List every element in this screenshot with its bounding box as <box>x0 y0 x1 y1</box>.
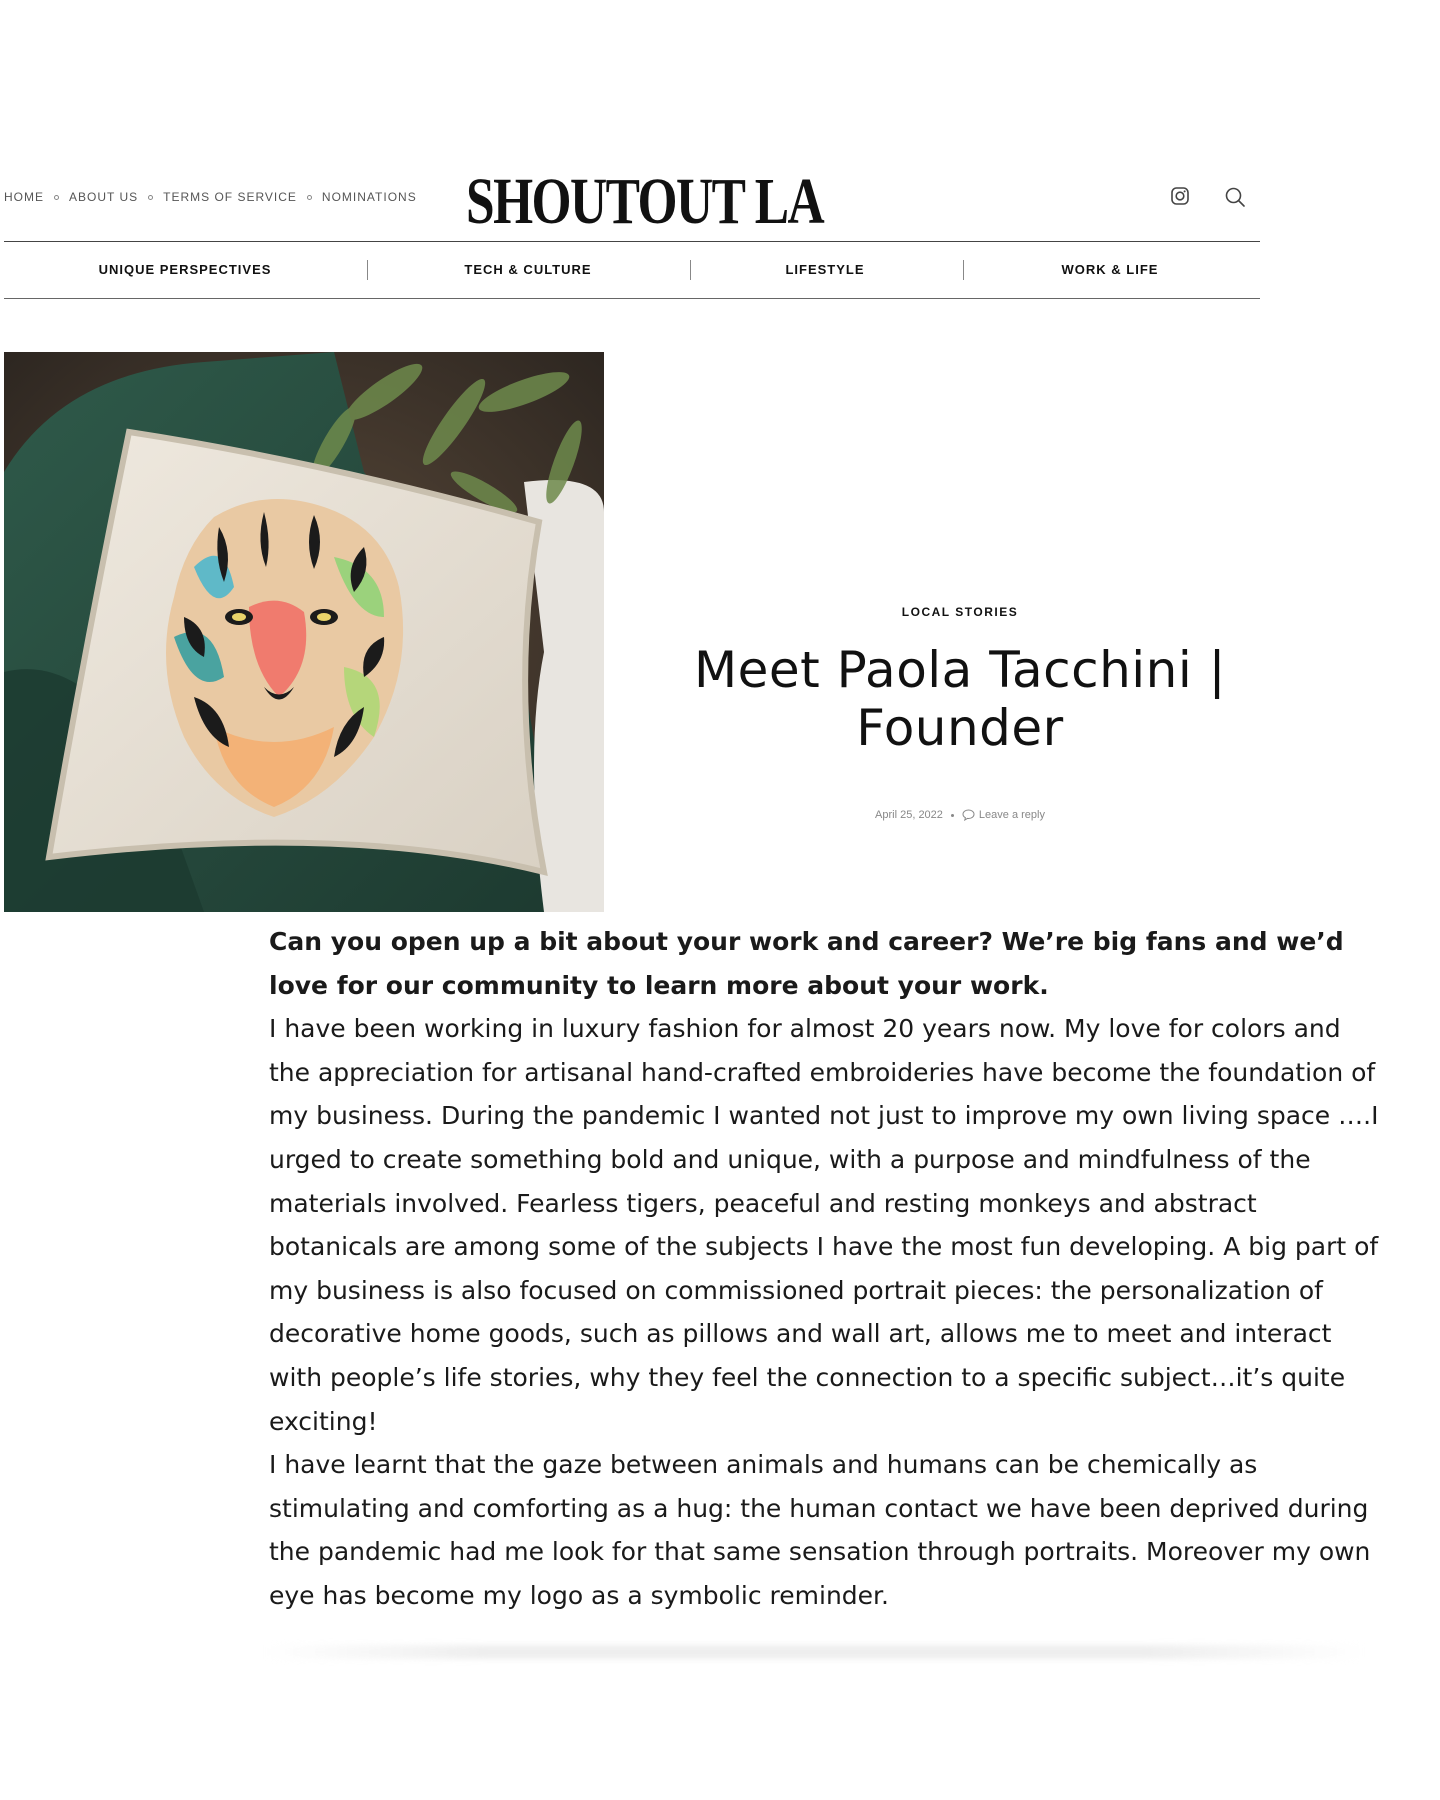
article-body <box>269 920 1379 1618</box>
site-logo[interactable]: SHOUTOUT LA <box>466 165 824 238</box>
post-date[interactable]: April 25, 2022 <box>875 809 943 821</box>
nav-link-nominations[interactable]: NOMINATIONS <box>321 190 417 204</box>
comment-icon <box>962 809 975 821</box>
nav-separator <box>148 195 153 200</box>
article-header <box>640 605 1280 821</box>
category-divider <box>690 260 691 280</box>
hero-image <box>4 352 604 912</box>
blurred-text-fade <box>265 1645 1365 1659</box>
instagram-icon[interactable] <box>1170 186 1190 206</box>
article-category[interactable]: LOCAL STORIES <box>901 605 1019 619</box>
category-tech-culture[interactable]: TECH & CULTURE <box>464 262 592 277</box>
search-icon[interactable] <box>1224 186 1246 208</box>
nav-link-about[interactable]: ABOUT US <box>69 190 139 204</box>
nav-link-terms[interactable]: TERMS OF SERVICE <box>163 190 297 204</box>
post-meta <box>640 809 1280 821</box>
top-nav <box>4 190 417 204</box>
meta-separator <box>951 814 954 817</box>
header-icons <box>1170 186 1246 208</box>
leave-reply-label: Leave a reply <box>978 809 1045 821</box>
category-work-life[interactable]: WORK & LIFE <box>1061 262 1159 277</box>
category-nav <box>4 241 1260 299</box>
interview-question: Can you open up a bit about your work and career? We’re big fans and we’d love for our community to learn more about your work. <box>269 927 1344 1000</box>
nav-separator <box>54 195 59 200</box>
tiger-cushion-illustration <box>4 352 604 912</box>
category-divider <box>963 260 964 280</box>
interview-answer-paragraph-1: I have been working in luxury fashion for almost 20 years now. My love for colors and the appreciation for artisanal hand-crafted embroideries have become the foundation of my business. During the pandemic I wanted not just to improve my own living space ….I urged to create something bold and unique, with a purpose and mindfulness of the materials involved. Fearless tigers, peaceful and resting monkeys and abstract botanicals are among some of the subjects I have the most fun developing. A big part of my business is also focused on commissioned portrait pieces: the personalization of decorative home goods, such as pillows and wall art, allows me to meet and interact with people’s life stories, why they feel the connection to a specific subject…it’s quite exciting! <box>269 1014 1379 1436</box>
site-header <box>0 160 1260 238</box>
category-unique-perspectives[interactable]: UNIQUE PERSPECTIVES <box>98 262 272 277</box>
category-divider <box>367 260 368 280</box>
category-lifestyle[interactable]: LIFESTYLE <box>785 262 865 277</box>
article-title: Meet Paola Tacchini | Founder <box>693 641 1226 757</box>
nav-link-home[interactable]: HOME <box>4 190 44 204</box>
nav-separator <box>307 195 312 200</box>
interview-answer-paragraph-2: I have learnt that the gaze between animals and humans can be chemically as stimulating and comforting as a hug: the human contact we have been deprived during the pandemic had me look for that same sensation through portraits. Moreover my own eye has become my logo as a symbolic reminder. <box>269 1450 1371 1610</box>
leave-reply-link[interactable] <box>962 809 1045 821</box>
